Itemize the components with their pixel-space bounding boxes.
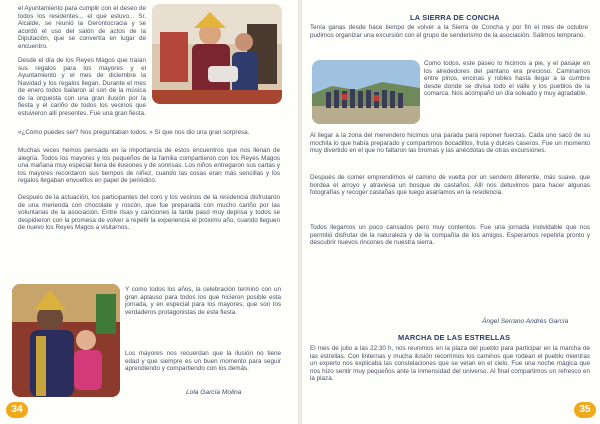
article-heading-sierra-de-concha: LA SIERRA DE CONCHA	[410, 13, 500, 22]
photo-king-with-girl	[12, 284, 120, 397]
right-paragraph-1: Tenía ganas desde hace tiempo de volver a la Sierra de Concha y por fin el mes de octubre pudimos organizar una excursión con el grupo de senderismo de la asociación. Salimos temprano.	[310, 24, 588, 39]
right-signature: Ángel Serrano Andrés García	[482, 318, 569, 325]
left-page	[0, 0, 298, 424]
left-paragraph-1: el Ayuntamiento para cumplir con el deseo de todos los residentes... el que estuvo... Sr. Alcalde, se reunió la Gerontocracia y se acordó el uso del salón de actos de la Diputación, que se convertía en lugar de encuentro.	[18, 5, 146, 50]
photo-hikers-group	[312, 60, 420, 124]
left-signature: Lola García Molina	[186, 389, 242, 396]
page-number-left: 34	[6, 402, 28, 418]
left-paragraph-4: Muchas veces hemos pensado en la importancia de estos encuentros que nos llenan de alegría. Todos los mayores y los pequeños de la familia compartieron con los Reyes Magos una mañana muy especial llena de ilusiones y de sonrisas. Los niños entregaron sus cartas y los mayores recordaron sus tiempos de niñez, cuando las cosas eran más sencillas y los regalos llegaban envueltos en papel de periódico.	[18, 147, 280, 185]
left-paragraph-6: Y como todos los años, la celebración terminó con un gran aplauso para todos los que hicieron posible esta jornada, y en especial para los mayores, que son los verdaderos protagonistas de esta fiesta.	[125, 286, 281, 316]
right-page	[302, 0, 600, 424]
right-paragraph-6: El mes de julio a las 22:30 h, nos reunimos en la plaza del pueblo para participar en la marcha de las estrellas. Con linternas y mucha ilusión recorrimos los caminos que rodean el pueblo mientras un experto nos explicaba las constelaciones que se veían en el cielo. Fue una noche mágica que nos hizo sentir muy pequeños ante la inmensidad del universo. Al final compartimos un refresco en la plaza.	[310, 345, 590, 383]
left-paragraph-2: Desde el día de los Reyes Magos que traían sus regalos para los mayores y el Ayuntamiento y el mes de diciembre la Navidad y los regalos llegan. Durante el mes de enero todos bailaron al son de la música de la orquesta con una gran ilusión por la fiesta y el cariño de todos los vecinos que estuvieron allí presentes. Fue una gran fiesta.	[18, 57, 146, 117]
right-paragraph-3: Al llegar a la zona del merendero hicimos una parada para reponer fuerzas. Cada uno sacó de su mochila lo que había preparado y compartimos bocadillos, fruta y dulces caseros. Fue un momento muy divertido en el que no faltaron las bromas y las anécdotas de otras excursiones.	[310, 132, 590, 155]
left-paragraph-3: «¿Cómo puedes ser? Nos preguntaban todos. » Sí que nos dio una gran sorpresa.	[18, 129, 250, 136]
photo-reyes-magos-visit	[152, 4, 282, 104]
right-paragraph-2: Como todos, este paseo lo hicimos a pie, y el paisaje en los alrededores del pantano era precioso. Caminamos entre pinos, encinas y robles hasta llegar a la cumbre desde donde se divisa todo el valle y los pueblos de la comarca. Nos acompañó un día soleado y muy agradable.	[424, 60, 590, 98]
left-paragraph-7: Los mayores nos recuerdan que la ilusión no tiene edad y que siempre es un buen momento para seguir aprendiendo y compartiendo con los demás.	[125, 350, 281, 373]
right-paragraph-5: Todos llegamos un poco cansados pero muy contentos. Fue una jornada inolvidable que nos permitió disfrutar de la naturaleza y de la compañía de los amigos. Esperamos repetirla pronto y descubrir nuevos rincones de nuestra sierra.	[310, 224, 590, 247]
article-heading-marcha-estrellas: MARCHA DE LAS ESTRELLAS	[398, 333, 511, 342]
left-paragraph-5: Después de la actuación, los participantes del coro y los vecinos de la residencia disfrutaron de una merienda con chocolate y roscón, que fue preparada con mucho cariño por las voluntarias de la asociación. Entre risas y canciones la tarde pasó muy deprisa y todos se despidieron con la promesa de volver a repetir la experiencia el próximo año, cuando lleguen de nuevo los Reyes Magos a visitarnos.	[18, 194, 280, 232]
page-number-right: 35	[574, 402, 596, 418]
right-paragraph-4: Después de comer emprendimos el camino de vuelta por un sendero diferente, más suave, que bordea el arroyo y atraviesa un bosque de castaños. Allí nos detuvimos para hacer algunas fotografías y recoger castañas que luego asaríamos en la residencia.	[310, 174, 590, 197]
